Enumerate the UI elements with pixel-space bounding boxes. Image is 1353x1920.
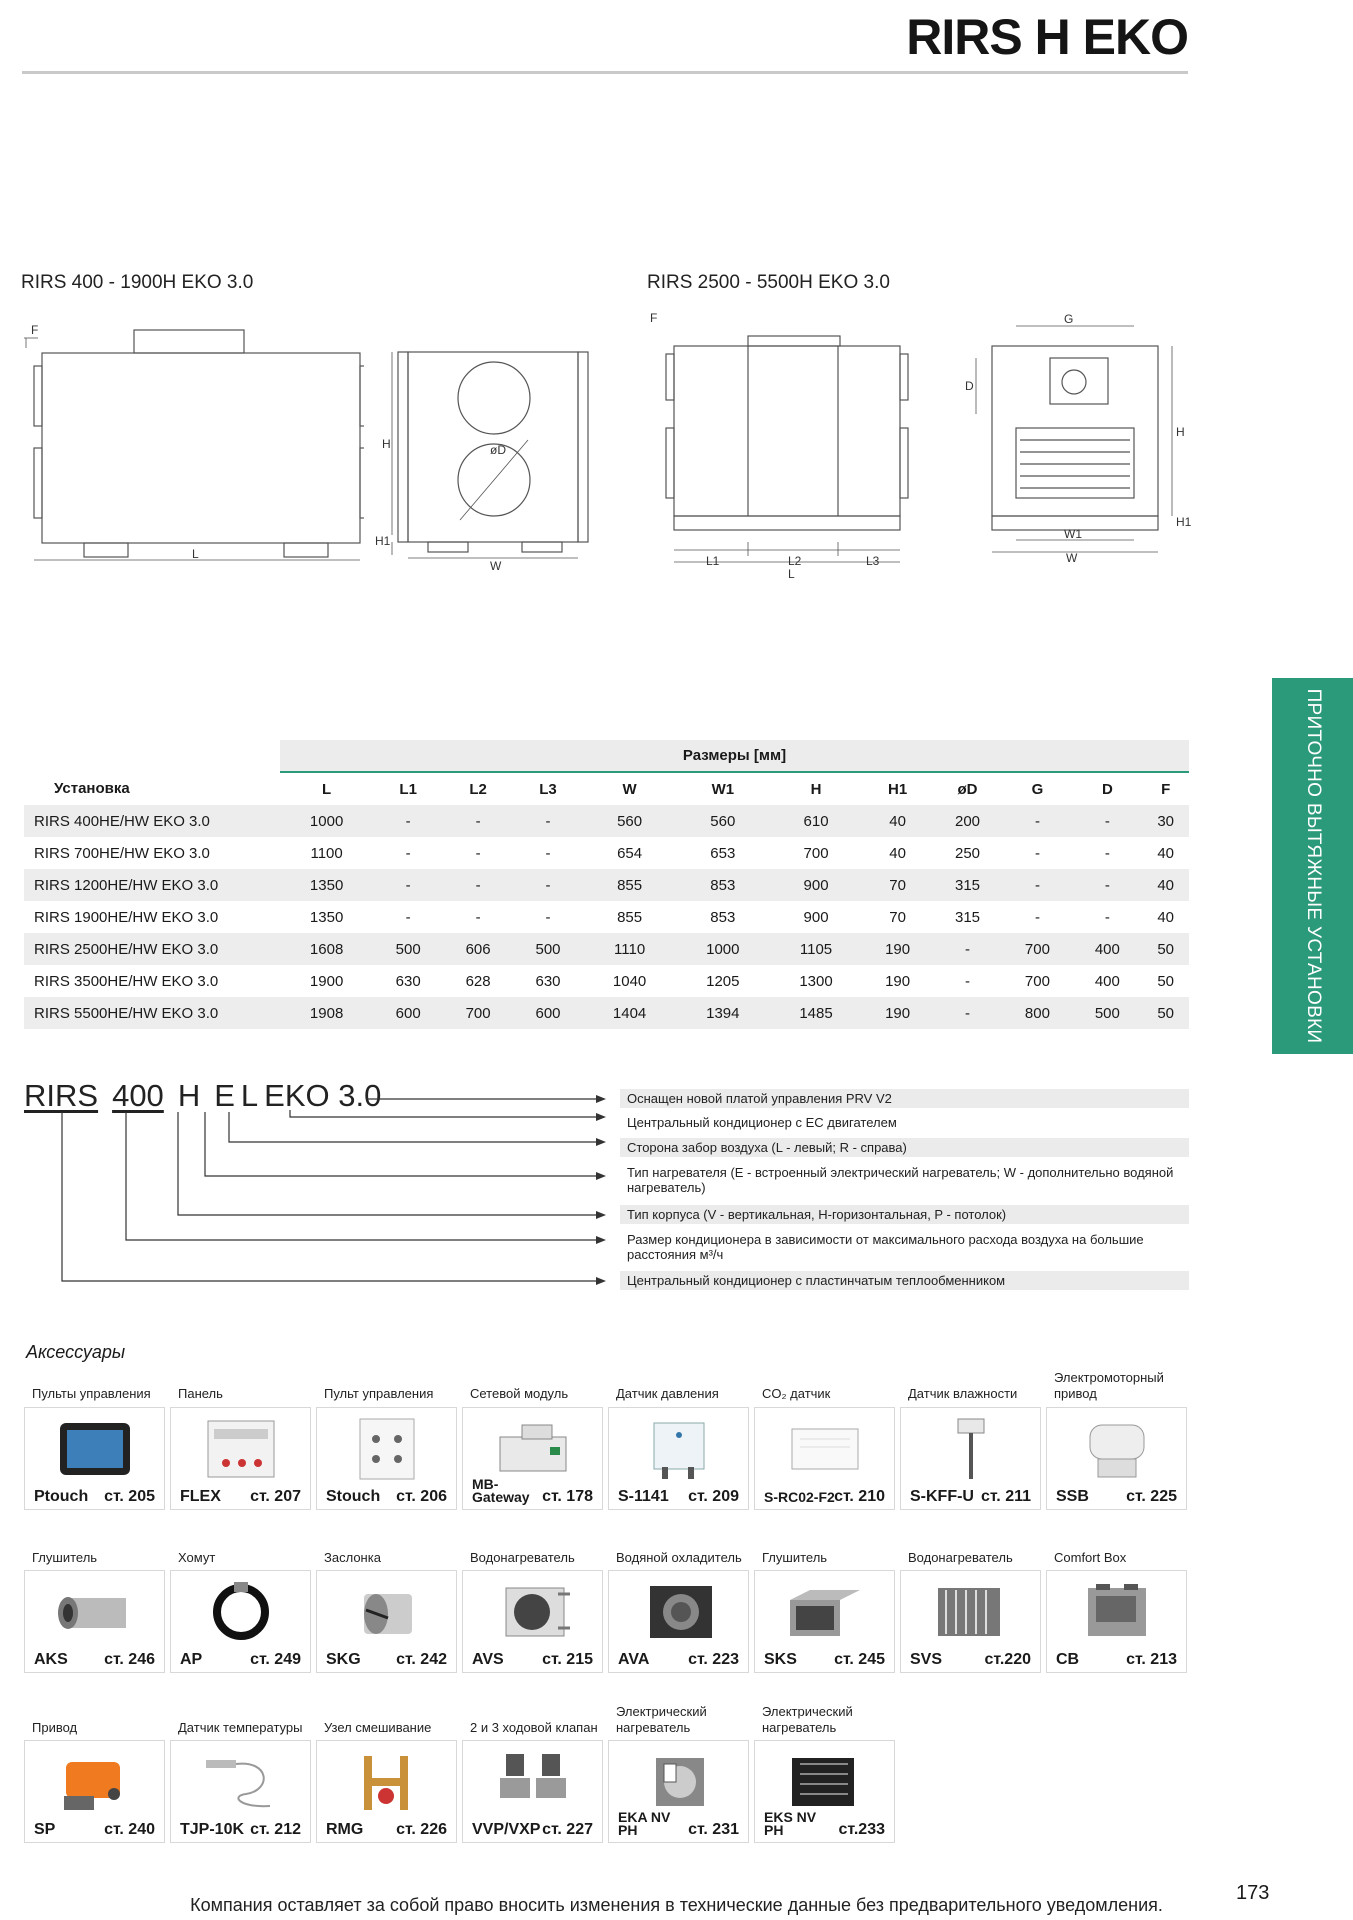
code-part-heater: E (214, 1078, 235, 1113)
accessory-page-ref: ст. 226 (396, 1821, 447, 1838)
accessory-page-ref: ст. 249 (250, 1651, 301, 1668)
accessory-name: S-RC02-F2 (764, 1489, 835, 1505)
accessory-name: SKG (326, 1651, 361, 1668)
table-cell: 400 (1094, 972, 1120, 990)
temperature-sensor-icon (200, 1750, 282, 1819)
legend-size: Размер кондиционера в зависимости от максимального расхода воздуха на большие расстояния м³/ч (627, 1232, 1144, 1262)
table-cell: - (545, 908, 551, 926)
accessory-name: MB-Gateway (472, 1476, 530, 1505)
mixing-unit-icon (346, 1750, 428, 1819)
accessory-card[interactable] (754, 1740, 895, 1843)
table-cell: 40 (1157, 908, 1174, 926)
damper-icon (346, 1580, 428, 1649)
accessory-page-ref: ст. 178 (542, 1488, 593, 1505)
accessory-label: Электромоторный привод (1054, 1370, 1164, 1401)
accessory-card[interactable] (1046, 1570, 1187, 1673)
accessory-card[interactable] (316, 1570, 457, 1673)
table-cell: 653 (710, 844, 736, 862)
table-cell: 1404 (583, 997, 676, 1029)
accessory-name: AKS (34, 1651, 68, 1668)
pressure-sensor-icon (638, 1417, 720, 1486)
accessory-page-ref: ст. 210 (834, 1488, 885, 1505)
table-cell: 40 (889, 844, 906, 862)
table-cell: - (405, 908, 411, 926)
table-cell: 855 (583, 869, 676, 901)
accessory-card[interactable] (462, 1570, 603, 1673)
accessory-card[interactable] (754, 1407, 895, 1510)
accessory-label: Датчик влажности (908, 1386, 1018, 1401)
table-cell: 200 (933, 805, 1003, 837)
dim-H1: H1 (375, 534, 391, 548)
table-cell: 40 (1142, 869, 1189, 901)
table-col-header: D (1101, 780, 1113, 798)
table-cell: 1100 (310, 844, 343, 862)
dim-F-large: F (650, 311, 658, 325)
accessories-title: Аксессуары (26, 1342, 126, 1362)
accessory-page-ref: ст. 205 (104, 1488, 155, 1505)
accessory-page-ref: ст. 227 (542, 1821, 593, 1838)
network-module-icon (492, 1417, 574, 1486)
table-cell: 1205 (706, 972, 740, 990)
accessory-name: SVS (910, 1651, 943, 1668)
table-cell: 1300 (799, 972, 833, 990)
table-cell: 900 (803, 908, 829, 926)
table-cell: 600 (513, 997, 583, 1029)
table-cell: 1608 (280, 933, 373, 965)
table-cell: 853 (676, 869, 769, 901)
table-cell: 500 (513, 933, 583, 965)
accessory-card[interactable] (462, 1407, 603, 1510)
table-cell: 30 (1142, 805, 1189, 837)
accessory-label: Пульт управления (324, 1386, 434, 1401)
accessory-name: SKS (764, 1651, 797, 1668)
code-part-series: RIRS (24, 1078, 99, 1113)
accessory-label: Узел смешивание (324, 1720, 432, 1735)
accessory-card[interactable] (1046, 1407, 1187, 1510)
table-cell: 1000 (676, 933, 769, 965)
rect-silencer-icon (784, 1580, 866, 1649)
accessory-label: Заслонка (324, 1550, 381, 1565)
table-cell: 1350 (280, 869, 373, 901)
accessory-page-ref: ст. 223 (688, 1651, 739, 1668)
table-cell: 600 (373, 997, 443, 1029)
co2-sensor-icon (784, 1417, 866, 1486)
dim-W-large: W (1066, 551, 1078, 565)
accessory-label: Глушитель (762, 1550, 828, 1565)
accessory-name: AVS (472, 1651, 504, 1668)
accessory-label: Датчик давления (616, 1386, 719, 1401)
table-cell: - (933, 933, 1003, 965)
section-side-tab-label: ПРИТОЧНО ВЫТЯЖНЫЕ УСТАНОВКИ (1302, 688, 1324, 1044)
table-group-header: Размеры [мм] (280, 740, 1189, 772)
table-cell: 700 (1024, 972, 1050, 990)
table-cell: 1110 (583, 933, 676, 965)
table-cell: 630 (535, 972, 561, 990)
accessory-name: S-1141 (618, 1488, 669, 1505)
accessory-page-ref: ст. 206 (396, 1488, 447, 1505)
accessory-name: Stouch (326, 1488, 381, 1505)
diagram-left-title: RIRS 400 - 1900H EKO 3.0 (21, 272, 254, 293)
dim-diameter: øD (490, 443, 506, 457)
table-cell: 315 (955, 908, 981, 926)
accessory-label: Comfort Box (1054, 1550, 1127, 1565)
accessory-name: RMG (326, 1821, 364, 1838)
footer-note: Компания оставляет за собой право вносить изменения в технические данные без предварительного уведомления. (190, 1895, 1163, 1915)
table-cell: - (1034, 844, 1040, 862)
dim-H1-large: H1 (1176, 515, 1192, 529)
table-cell: 190 (863, 933, 933, 965)
water-cooler-icon (638, 1580, 720, 1649)
accessory-card[interactable] (316, 1407, 457, 1510)
legend-ec-motor: Центральный кондиционер с EC двигателем (627, 1115, 897, 1130)
accessory-name: Ptouch (34, 1488, 89, 1505)
accessory-name: FLEX (180, 1488, 221, 1505)
accessory-name: SSB (1056, 1488, 1089, 1505)
table-cell: 610 (769, 805, 862, 837)
table-cell: 50 (1142, 933, 1189, 965)
dim-L: L (192, 547, 199, 561)
accessory-page-ref: ст.220 (984, 1651, 1031, 1668)
table-cell: - (1034, 908, 1040, 926)
accessory-card[interactable] (24, 1740, 165, 1843)
accessory-label: Водонагреватель (908, 1550, 1013, 1565)
table-cell: - (373, 869, 443, 901)
table-cell: 50 (1157, 972, 1174, 990)
accessory-card[interactable] (170, 1740, 311, 1843)
table-cell: - (513, 805, 583, 837)
touch-panel-icon (54, 1417, 136, 1486)
water-heater-icon (492, 1580, 574, 1649)
dim-H: H (382, 437, 391, 451)
table-cell: 1350 (309, 908, 344, 926)
table-cell: - (933, 997, 1003, 1029)
code-part-case: H (177, 1078, 201, 1113)
accessory-page-ref: ст. 211 (980, 1488, 1031, 1505)
control-panel-icon (200, 1417, 282, 1486)
accessory-label: Панель (178, 1386, 223, 1401)
accessory-page-ref: ст. 225 (1126, 1488, 1177, 1505)
table-cell: 250 (955, 844, 981, 862)
accessory-page-ref: ст. 242 (396, 1651, 447, 1668)
table-cell: - (965, 972, 971, 990)
accessory-page-ref: ст.233 (838, 1821, 885, 1838)
table-cell: 560 (676, 805, 769, 837)
actuator-icon (1076, 1417, 1158, 1486)
legend-intake-side: Сторона забор воздуха (L - левый; R - справа) (620, 1138, 1189, 1157)
table-col-header: L2 (469, 780, 487, 798)
table-cell: 700 (1002, 933, 1072, 965)
accessory-name: SP (34, 1821, 56, 1838)
accessory-page-ref: ст. 209 (688, 1488, 739, 1505)
accessory-card[interactable] (170, 1407, 311, 1510)
damper-actuator-icon (54, 1750, 136, 1819)
accessory-label: 2 и 3 ходовой клапан (470, 1720, 598, 1735)
table-cell: 315 (933, 869, 1003, 901)
table-cell-model: RIRS 5500HE/HW EKO 3.0 (24, 997, 280, 1029)
table-cell: 190 (885, 972, 911, 990)
table-col-header: F (1161, 780, 1171, 798)
page-number: 173 (1236, 1882, 1270, 1904)
accessory-page-ref: ст. 246 (104, 1651, 155, 1668)
accessory-page-ref: ст. 215 (542, 1651, 593, 1668)
accessory-label: Электрический нагреватель (762, 1704, 853, 1735)
accessory-label: Хомут (178, 1550, 216, 1565)
table-cell: - (475, 844, 481, 862)
valve-icon (492, 1750, 574, 1819)
accessory-page-ref: ст. 231 (688, 1821, 739, 1838)
dim-L1: L1 (706, 554, 720, 568)
table-cell-model: RIRS 400HE/HW EKO 3.0 (24, 805, 280, 837)
accessory-page-ref: ст. 240 (104, 1821, 155, 1838)
accessory-card[interactable] (316, 1740, 457, 1843)
table-cell: 40 (863, 805, 933, 837)
dim-G: G (1064, 312, 1074, 326)
round-silencer-icon (54, 1580, 136, 1649)
accessory-name: EKS NV PH (764, 1809, 817, 1838)
legend-case-type: Тип корпуса (V - вертикальная, H-горизонтальная, P - потолок) (620, 1205, 1189, 1224)
table-cell: 1000 (280, 805, 373, 837)
dim-L2: L2 (788, 554, 802, 568)
accessory-label: Сетевой модуль (470, 1386, 569, 1401)
table-cell: - (443, 805, 513, 837)
table-col-header: L3 (539, 780, 557, 798)
table-cell: 40 (1157, 844, 1174, 862)
table-col-header: L (322, 780, 332, 798)
table-cell: 70 (863, 869, 933, 901)
accessory-card[interactable] (608, 1407, 749, 1510)
dim-W1: W1 (1064, 527, 1082, 541)
table-cell: 700 (443, 997, 513, 1029)
accessory-name: CB (1056, 1651, 1080, 1668)
table-col-header: Установка (54, 780, 130, 797)
table-cell: 70 (889, 908, 906, 926)
accessory-label: Водяной охладитель (616, 1550, 742, 1565)
accessory-label: Пульты управления (32, 1386, 151, 1401)
accessory-card[interactable] (754, 1570, 895, 1673)
table-cell: - (1104, 908, 1110, 926)
table-col-header: W (622, 780, 637, 798)
table-cell-model: RIRS 3500HE/HW EKO 3.0 (34, 972, 219, 990)
table-col-header: G (1031, 780, 1044, 798)
rect-water-heater-icon (930, 1580, 1012, 1649)
table-cell-model: RIRS 2500HE/HW EKO 3.0 (24, 933, 280, 965)
table-col-header: H1 (888, 780, 908, 798)
accessory-card[interactable] (900, 1407, 1041, 1510)
table-cell: - (443, 869, 513, 901)
remote-control-icon (346, 1417, 428, 1486)
table-cell: 1040 (612, 972, 647, 990)
accessory-card[interactable] (24, 1570, 165, 1673)
accessory-card[interactable] (900, 1570, 1041, 1673)
table-cell: 654 (617, 844, 643, 862)
accessory-name: AVA (618, 1651, 650, 1668)
accessory-name: TJP-10K (180, 1821, 245, 1838)
accessory-card[interactable] (608, 1740, 749, 1843)
accessory-label: Датчик температуры (178, 1720, 303, 1735)
accessory-page-ref: ст. 212 (250, 1821, 301, 1838)
table-cell: 1485 (769, 997, 862, 1029)
table-cell: 1900 (309, 972, 344, 990)
table-cell: 628 (465, 972, 491, 990)
dim-H-large: H (1176, 425, 1185, 439)
table-cell: 700 (803, 844, 829, 862)
dim-F: F (31, 323, 39, 337)
code-part-size: 400 (112, 1078, 164, 1113)
accessory-card[interactable] (24, 1407, 165, 1510)
table-cell-model: RIRS 1900HE/HW EKO 3.0 (34, 908, 219, 926)
table-cell: - (545, 844, 551, 862)
table-col-header: W1 (711, 780, 735, 798)
accessory-card[interactable] (462, 1740, 603, 1843)
dim-L-large: L (788, 567, 795, 580)
table-cell: 190 (863, 997, 933, 1029)
accessory-label: CO₂ датчик (762, 1386, 831, 1401)
legend-plate-exchanger: Центральный кондиционер с пластинчатым теплообменником (620, 1271, 1189, 1290)
accessory-name: AP (180, 1651, 203, 1668)
dim-L3: L3 (866, 554, 880, 568)
table-cell: - (373, 805, 443, 837)
dim-W: W (490, 559, 502, 570)
code-part-side: L (240, 1078, 259, 1113)
table-cell: 500 (1072, 997, 1142, 1029)
table-cell: 400 (1072, 933, 1142, 965)
accessory-label: Привод (32, 1720, 78, 1735)
diagram-right-title: RIRS 2500 - 5500H EKO 3.0 (647, 272, 890, 293)
table-cell: 900 (769, 869, 862, 901)
page-title: RIRS H EKO (906, 9, 1188, 65)
table-col-header: L1 (399, 780, 417, 798)
legend-control-board: Оснащен новой платой управления PRV V2 (620, 1089, 1189, 1108)
accessory-name: VVP/VXP (472, 1821, 541, 1838)
dim-D: D (965, 379, 974, 393)
table-cell: 500 (373, 933, 443, 965)
table-cell: - (513, 869, 583, 901)
table-cell: - (405, 844, 411, 862)
table-cell: 1394 (676, 997, 769, 1029)
accessory-label: Глушитель (32, 1550, 98, 1565)
accessory-card[interactable] (608, 1570, 749, 1673)
accessory-card[interactable] (170, 1570, 311, 1673)
legend-heater-type: Тип нагревателя (E - встроенный электрический нагреватель; W - дополнительно водяной нагреватель) (627, 1165, 1174, 1195)
humidity-sensor-icon (930, 1417, 1012, 1486)
table-cell: 855 (617, 908, 643, 926)
accessory-page-ref: ст. 207 (250, 1488, 301, 1505)
accessory-page-ref: ст. 245 (834, 1651, 885, 1668)
table-cell: - (1072, 869, 1142, 901)
table-cell: - (1072, 805, 1142, 837)
accessory-label: Электрический нагреватель (616, 1704, 707, 1735)
accessory-page-ref: ст. 213 (1126, 1651, 1177, 1668)
code-part-version: EKO 3.0 (264, 1078, 382, 1113)
table-col-header: H (810, 780, 822, 798)
table-cell: 560 (583, 805, 676, 837)
table-cell: 50 (1142, 997, 1189, 1029)
clamp-icon (200, 1580, 282, 1649)
table-cell: - (1002, 805, 1072, 837)
table-cell: 630 (395, 972, 421, 990)
table-cell: - (475, 908, 481, 926)
table-cell: 1105 (769, 933, 862, 965)
table-cell: 800 (1002, 997, 1072, 1029)
table-cell: - (1002, 869, 1072, 901)
comfort-box-icon (1076, 1580, 1158, 1649)
table-cell: - (1104, 844, 1110, 862)
table-cell-model: RIRS 700HE/HW EKO 3.0 (34, 844, 210, 862)
table-cell-model: RIRS 1200HE/HW EKO 3.0 (24, 869, 280, 901)
accessory-name: S-KFF-U (910, 1488, 974, 1505)
table-cell: 853 (710, 908, 736, 926)
accessory-name: EKA NV PH (618, 1809, 671, 1838)
table-cell: 1908 (280, 997, 373, 1029)
table-cell: 606 (443, 933, 513, 965)
accessory-label: Водонагреватель (470, 1550, 575, 1565)
table-col-header: øD (957, 780, 978, 798)
